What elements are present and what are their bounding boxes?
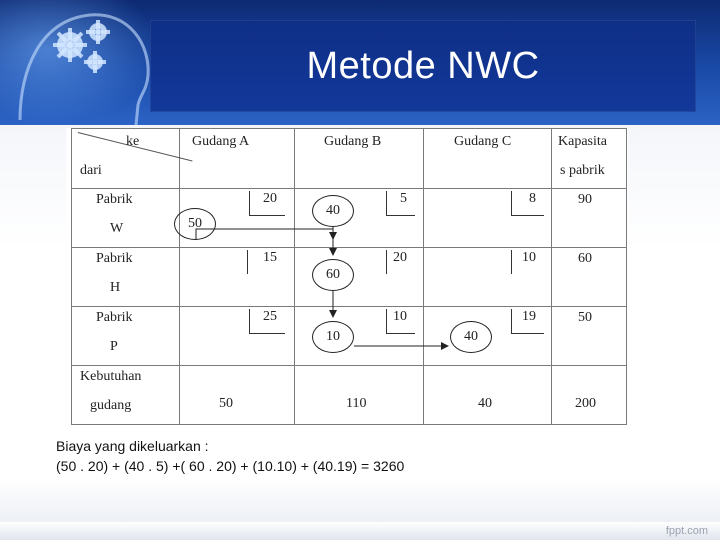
allocation-p-c: 40 xyxy=(450,321,492,353)
slide-title: Metode NWC xyxy=(306,44,540,87)
footer-strip xyxy=(0,522,720,540)
grid-line xyxy=(551,128,552,425)
cost-cell-w-c: 8 xyxy=(511,191,544,216)
corner-from-label: dari xyxy=(80,163,102,178)
grid-line xyxy=(71,247,626,248)
row-label-w-letter: W xyxy=(110,221,124,236)
column-header-gudang-a: Gudang A xyxy=(192,134,250,149)
column-header-gudang-c: Gudang C xyxy=(454,134,512,149)
grid-line xyxy=(71,128,72,425)
cost-cell-w-a: 20 xyxy=(249,191,285,216)
row-label-h: Pabrik xyxy=(96,251,133,266)
grid-line xyxy=(626,128,627,425)
capacity-h: 60 xyxy=(578,251,592,266)
grid-line xyxy=(179,128,180,425)
capacity-header-line2: s pabrik xyxy=(560,163,605,178)
head-gears-icon xyxy=(0,0,150,125)
transport-table xyxy=(66,128,628,425)
header-band xyxy=(0,0,720,125)
grid-line xyxy=(423,128,424,425)
cost-cell-h-b: 20 xyxy=(386,250,415,274)
capacity-p: 50 xyxy=(578,310,592,325)
explanation-formula: (50 . 20) + (40 . 5) +( 60 . 20) + (10.10) + (40.19) = 3260 xyxy=(56,458,405,474)
cost-cell-h-c: 10 xyxy=(511,250,544,274)
grid-line xyxy=(71,128,626,129)
total-demand: 200 xyxy=(575,396,596,411)
row-label-p: Pabrik xyxy=(96,310,133,325)
column-header-gudang-b: Gudang B xyxy=(324,134,382,149)
row-label-p-letter: P xyxy=(110,339,118,354)
demand-gudang-c: 40 xyxy=(478,396,492,411)
allocation-w-a: 50 xyxy=(174,208,216,240)
title-panel xyxy=(150,20,696,112)
row-label-h-letter: H xyxy=(110,280,121,295)
cost-cell-p-a: 25 xyxy=(249,309,285,334)
footer-brand: fppt.com xyxy=(665,525,708,537)
demand-label: Kebutuhan xyxy=(80,369,142,384)
grid-line xyxy=(294,128,295,425)
grid-line xyxy=(71,306,626,307)
grid-line xyxy=(71,365,626,366)
allocation-p-b: 10 xyxy=(312,321,354,353)
demand-gudang-b: 110 xyxy=(346,396,367,411)
cost-cell-p-c: 19 xyxy=(511,309,544,334)
allocation-h-b: 60 xyxy=(312,259,354,291)
grid-line xyxy=(71,188,626,189)
grid-line xyxy=(71,424,626,425)
cost-cell-w-b: 5 xyxy=(386,191,415,216)
cost-cell-h-a: 15 xyxy=(247,250,285,274)
corner-to-label: ke xyxy=(126,134,140,149)
allocation-w-b: 40 xyxy=(312,195,354,227)
capacity-header: Kapasita xyxy=(558,134,607,149)
demand-label-line2: gudang xyxy=(90,398,132,413)
row-label-w: Pabrik xyxy=(96,192,133,207)
cost-explanation xyxy=(56,436,404,476)
demand-gudang-a: 50 xyxy=(219,396,233,411)
cost-cell-p-b: 10 xyxy=(386,309,415,334)
capacity-w: 90 xyxy=(578,192,592,207)
explanation-heading: Biaya yang dikeluarkan : xyxy=(56,438,209,454)
